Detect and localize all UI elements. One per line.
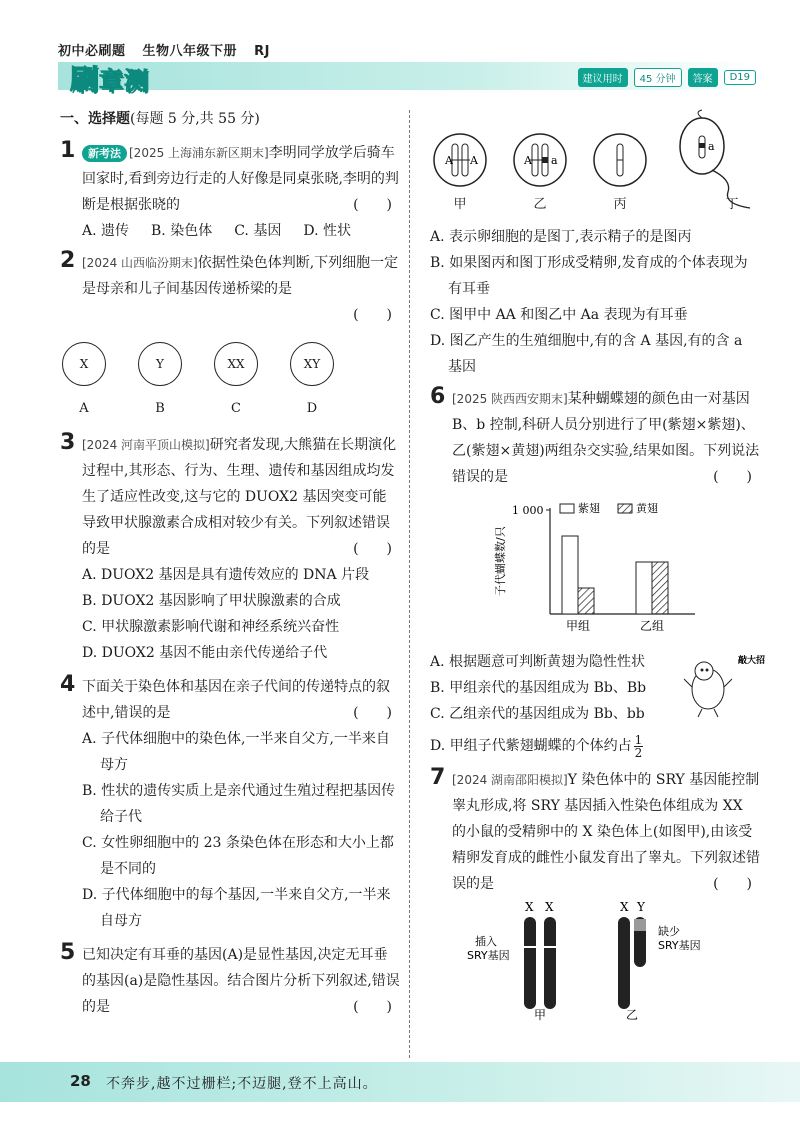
question-3	[60, 432, 400, 666]
option-d: D. 甲组子代紫翅蝴蝶的个体约占 $\frac{1}{2}$	[430, 732, 643, 760]
option-d: D. DUOX2 基因不能由亲代传递给子代	[82, 645, 328, 661]
chromosome-x	[544, 917, 556, 1009]
edition: RJ	[254, 44, 270, 59]
haploid-cell	[592, 132, 648, 188]
label-insert-sry-2: SRY基因	[467, 949, 510, 962]
question-source: [2025 陕西西安期末]	[452, 392, 568, 406]
question-1	[60, 140, 400, 244]
cell-bing: 丙	[592, 132, 648, 218]
question-number: 1	[60, 138, 76, 163]
question-stem: 下面关于染色体和基因在亲子代间的传递特点的叙述中,错误的是	[82, 679, 390, 721]
running-header	[58, 40, 282, 59]
question-source: [2025 上海浦东新区期末]	[129, 146, 269, 160]
question-number: 6	[430, 384, 446, 409]
q5-options	[430, 224, 760, 380]
option-c: C. 女性卵细胞中的 23 条染色体在形态和大小上都是不同的	[82, 835, 394, 877]
option-b: B. 染色体	[151, 223, 213, 239]
option-c: C. 乙组亲代的基因组成为 Bb、bb	[430, 706, 645, 722]
x-tick-label-yi: 乙组	[639, 619, 665, 633]
sperm-cell	[672, 110, 762, 210]
column-divider	[409, 110, 410, 1058]
option-c: C. 甲状腺激素影响代谢和神经系统兴奋性	[82, 619, 340, 635]
cell-figure	[62, 342, 400, 422]
butterfly-chart	[490, 496, 760, 645]
answer-blank: ( )	[353, 705, 392, 721]
option-d: D. 性状	[303, 223, 351, 239]
option-b: B. 甲组亲代的基因组成为 Bb、Bb	[430, 680, 647, 696]
answer-label: 答案	[688, 68, 718, 87]
page-number: 28	[70, 1072, 91, 1090]
gene-label: A	[524, 154, 532, 167]
header-meta	[578, 68, 756, 87]
question-5	[60, 942, 400, 1020]
chromosome-figure	[430, 900, 730, 1022]
chrom-x-label: X	[525, 900, 534, 914]
question-stem: 研究者发现,大熊猫在长期演化过程中,其形态、行为、生理、遗传和基因组成均发生了适应性改变,这与它的 DUOX2 基因突变可能导致甲状腺激素合成相对较少有关。下列叙述错误的是	[82, 437, 397, 557]
question-source: [2024 河南平顶山模拟]	[82, 438, 210, 452]
question-number: 2	[60, 248, 76, 273]
chrom-x-label: X	[545, 900, 554, 914]
question-source: [2024 山西临汾期末]	[82, 256, 198, 270]
cell-d: XY D	[290, 342, 334, 422]
option-d: D. 图乙产生的生殖细胞中,有的含 A 基因,有的含 a 基因	[430, 333, 743, 375]
question-number: 5	[60, 940, 76, 965]
question-number: 7	[430, 765, 446, 790]
label-missing-sry: 缺少	[658, 925, 680, 938]
option-a: A. 子代体细胞中的染色体,一半来自父方,一半来自母方	[82, 731, 390, 773]
question-7	[430, 767, 760, 897]
time-value: 45 分钟	[634, 68, 682, 87]
legend-swatch-purple	[560, 504, 574, 513]
answer-blank: ( )	[353, 197, 392, 213]
question-stem: 依据性染色体判断,下列细胞一定是母亲和儿子间基因传递桥梁的是	[82, 255, 399, 297]
answer-blank: ( )	[713, 876, 752, 892]
legend-yellow: 黄翅	[636, 502, 658, 515]
answer-blank: ( )	[353, 541, 392, 557]
fraction: $\frac{1}{2}$	[634, 732, 643, 760]
bar-甲组-紫翅	[562, 536, 578, 614]
bar-乙组-黄翅	[652, 562, 668, 614]
left-column	[60, 106, 400, 1020]
x-tick-label-jia: 甲组	[565, 619, 591, 633]
mascot-caption: 敲大招	[738, 656, 766, 666]
option-a: A. 遗传	[82, 223, 130, 239]
option-d: D. 子代体细胞中的每个基因,一半来自父方,一半来自母方	[82, 887, 391, 929]
y-axis-label: 子代蝴蝶数/只	[494, 526, 507, 596]
book-title: 生物八年级下册	[142, 44, 238, 59]
bar-chart	[490, 496, 700, 636]
chrom-x-label: X	[620, 900, 629, 914]
chapter-brand: 刷章测	[70, 63, 150, 96]
answer-blank: ( )	[353, 307, 392, 323]
option-b: B. DUOX2 基因影响了甲状腺激素的合成	[82, 593, 341, 609]
legend-purple: 紫翅	[578, 502, 600, 515]
question-stem: 李明同学放学后骑车回家时,看到旁边行走的人好像是同桌张晓,李明的判断是根据张晓的	[82, 145, 399, 213]
question-2	[60, 250, 400, 328]
caption-jia: 甲	[534, 1008, 547, 1022]
mascot-icon	[682, 649, 766, 719]
cell-c: XX C	[214, 342, 258, 422]
series-title: 初中必刷题	[58, 44, 126, 59]
y-tick-label: 1 000	[512, 504, 544, 517]
question-stem: Y 染色体中的 SRY 基因能控制睾丸形成,将 SRY 基因插入性染色体组成为 XX 的小鼠的受精卵中的 X 染色体上(如图甲),由该受精卵发育成的雌性小鼠发育出了睾丸。下列叙述错误的是	[452, 772, 760, 892]
option-c: C. 图甲中 AA 和图乙中 Aa 表现为有耳垂	[430, 307, 688, 323]
answer-blank: ( )	[353, 999, 392, 1015]
missing-sry-segment	[634, 919, 646, 931]
question-stem: 某种蝴蝶翅的颜色由一对基因 B、b 控制,科研人员分别进行了甲(紫翅×紫翅)、乙(紫翅×黄翅)两组杂交实验,结果如图。下列说法错误的是	[452, 391, 760, 485]
gene-label: a	[551, 154, 558, 167]
answer-blank: ( )	[713, 469, 752, 485]
question-6	[430, 386, 760, 490]
time-label: 建议用时	[578, 68, 628, 87]
question-4	[60, 674, 400, 934]
right-column	[430, 106, 766, 1028]
chrom-y-label: Y	[637, 900, 645, 914]
cell-a: X A	[62, 342, 106, 422]
option-b: B. 性状的遗传实质上是亲代通过生殖过程把基因传给子代	[82, 783, 396, 825]
legend-swatch-yellow	[618, 504, 632, 513]
chromosome-x	[524, 917, 536, 1009]
footer-motto: 不奔步,越不过栅栏;不迈腿,登不上高山。	[106, 1076, 378, 1092]
bar-甲组-黄翅	[578, 588, 594, 614]
option-b: B. 如果图丙和图丁形成受精卵,发育成的个体表现为有耳垂	[430, 255, 748, 297]
option-c: C. 基因	[234, 223, 282, 239]
cell-yi: A a 乙	[512, 132, 568, 218]
diploid-cell-aa-het	[512, 132, 568, 188]
cell-ding: a 丁	[672, 110, 762, 218]
gene-label: A	[445, 154, 453, 167]
options	[82, 218, 400, 244]
cell-jia: A A 甲	[432, 132, 488, 218]
bar-乙组-紫翅	[636, 562, 652, 614]
chromosome-x	[618, 917, 630, 1009]
answer-page: D19	[724, 70, 756, 85]
gene-label: a	[708, 140, 715, 153]
option-a: A. DUOX2 基因是具有遗传效应的 DNA 片段	[82, 567, 370, 583]
question-stem: 已知决定有耳垂的基因(A)是显性基因,决定无耳垂的基因(a)是隐性基因。结合图片分析下列叙述,错误的是	[82, 947, 400, 1015]
diploid-cell-aa	[432, 132, 488, 188]
gene-label: A	[470, 154, 478, 167]
label-insert-sry: 插入	[475, 935, 497, 948]
option-a: A. 根据题意可判断黄翅为隐性性状	[430, 654, 646, 670]
q5-cell-figure	[432, 110, 760, 218]
caption-yi: 乙	[626, 1008, 639, 1022]
question-number: 3	[60, 430, 76, 455]
cell-b: Y B	[138, 342, 182, 422]
q6-options	[430, 649, 766, 760]
option-a: A. 表示卵细胞的是图丁,表示精子的是图丙	[430, 229, 692, 245]
question-number: 4	[60, 672, 76, 697]
section-title: 一、选择题(每题 5 分,共 55 分)	[60, 111, 260, 127]
question-source: [2024 湖南邵阳模拟]	[452, 773, 568, 787]
new-exam-badge: 新考法	[82, 145, 127, 162]
label-missing-sry-2: SRY基因	[658, 939, 701, 952]
